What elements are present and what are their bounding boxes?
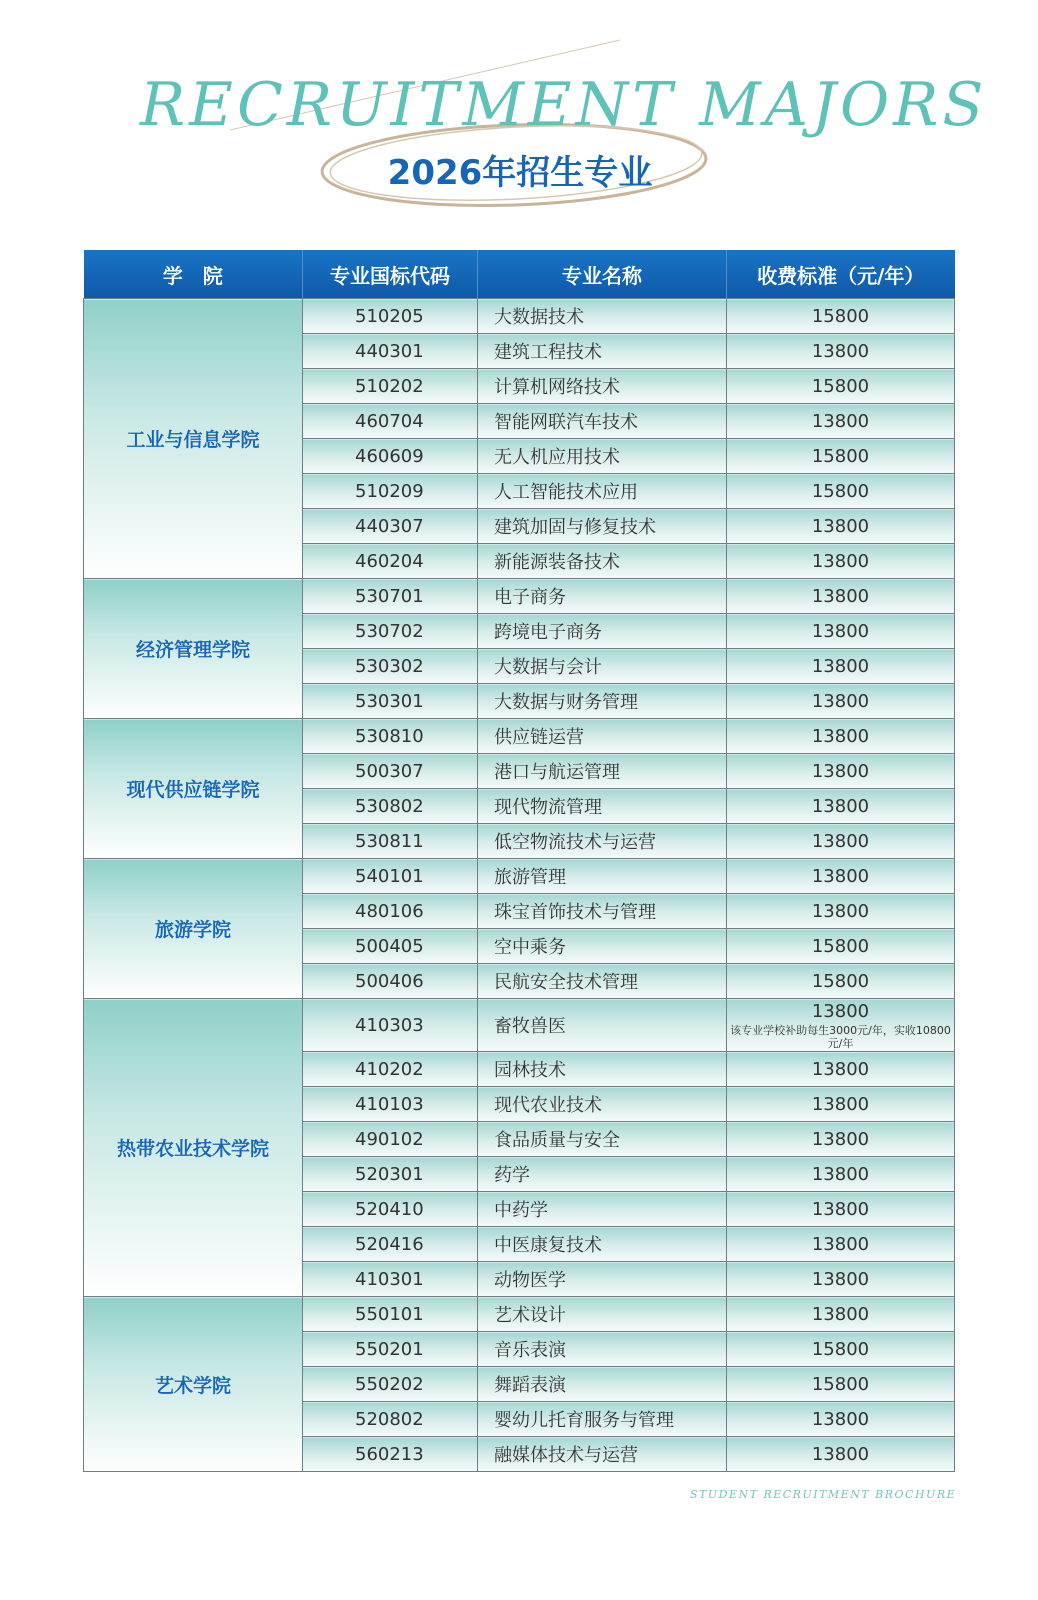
tuition-fee xyxy=(727,1157,955,1192)
table-row xyxy=(84,719,955,754)
major-code: 550101 xyxy=(303,1297,478,1332)
major-code: 410202 xyxy=(303,1052,478,1087)
major-name: 计算机网络技术 xyxy=(478,369,727,404)
tuition-fee-value: 13800 xyxy=(811,865,870,887)
tuition-fee-value: 13800 xyxy=(811,410,870,432)
tuition-fee-value: 13800 xyxy=(811,515,870,537)
tuition-fee xyxy=(727,929,955,964)
tuition-fee xyxy=(727,1367,955,1402)
tuition-fee xyxy=(727,719,955,754)
tuition-fee-value: 13800 xyxy=(811,655,870,677)
major-name: 婴幼儿托育服务与管理 xyxy=(478,1402,727,1437)
tuition-fee xyxy=(727,824,955,859)
major-name: 音乐表演 xyxy=(478,1332,727,1367)
major-name: 中医康复技术 xyxy=(478,1227,727,1262)
tuition-fee-value: 13800 xyxy=(811,1233,870,1255)
tuition-fee-value: 13800 xyxy=(811,550,870,572)
header-college: 学 院 xyxy=(84,250,303,299)
major-code: 500405 xyxy=(303,929,478,964)
tuition-fee-value: 13800 xyxy=(811,1093,870,1115)
tuition-fee-value: 15800 xyxy=(811,375,870,397)
major-code: 490102 xyxy=(303,1122,478,1157)
major-name: 药学 xyxy=(478,1157,727,1192)
tuition-fee-value: 13800 xyxy=(811,795,870,817)
tuition-fee-value: 13800 xyxy=(811,690,870,712)
header-fee: 收费标准（元/年） xyxy=(727,250,955,299)
college-name: 经济管理学院 xyxy=(84,579,303,719)
table-row xyxy=(84,859,955,894)
major-code: 520410 xyxy=(303,1192,478,1227)
tuition-fee-value: 13800 xyxy=(811,1303,870,1325)
tuition-fee xyxy=(727,1192,955,1227)
tuition-fee-value: 13800 xyxy=(811,1058,870,1080)
tuition-fee xyxy=(727,509,955,544)
major-code: 460704 xyxy=(303,404,478,439)
tuition-fee xyxy=(727,1227,955,1262)
tuition-fee-value: 13800 xyxy=(811,620,870,642)
tuition-fee xyxy=(727,1052,955,1087)
tuition-fee-value: 13800 xyxy=(811,1408,870,1430)
major-name: 供应链运营 xyxy=(478,719,727,754)
tuition-fee xyxy=(727,1437,955,1472)
table-header-row xyxy=(84,250,955,299)
tuition-fee xyxy=(727,999,955,1052)
tuition-fee xyxy=(727,1297,955,1332)
tuition-fee xyxy=(727,1402,955,1437)
majors-table xyxy=(83,250,955,1472)
college-name: 现代供应链学院 xyxy=(84,719,303,859)
major-name: 畜牧兽医 xyxy=(478,999,727,1052)
tuition-fee xyxy=(727,789,955,824)
college-name: 艺术学院 xyxy=(84,1297,303,1472)
major-name: 现代物流管理 xyxy=(478,789,727,824)
major-name: 艺术设计 xyxy=(478,1297,727,1332)
tuition-fee xyxy=(727,1262,955,1297)
major-code: 440301 xyxy=(303,334,478,369)
major-name: 人工智能技术应用 xyxy=(478,474,727,509)
major-code: 560213 xyxy=(303,1437,478,1472)
tuition-fee xyxy=(727,684,955,719)
tuition-fee-value: 13800 xyxy=(811,760,870,782)
major-name: 融媒体技术与运营 xyxy=(478,1437,727,1472)
major-name: 无人机应用技术 xyxy=(478,439,727,474)
major-code: 520416 xyxy=(303,1227,478,1262)
tuition-fee-value: 13800 xyxy=(811,1443,870,1465)
table-row xyxy=(84,1297,955,1332)
major-name: 动物医学 xyxy=(478,1262,727,1297)
tuition-fee xyxy=(727,754,955,789)
major-code: 530811 xyxy=(303,824,478,859)
table-row xyxy=(84,579,955,614)
major-code: 410103 xyxy=(303,1087,478,1122)
major-name: 跨境电子商务 xyxy=(478,614,727,649)
tuition-fee-value: 13800 xyxy=(811,900,870,922)
tuition-fee xyxy=(727,579,955,614)
tuition-fee-value: 13800 xyxy=(811,1000,870,1022)
tuition-fee xyxy=(727,1087,955,1122)
major-name: 舞蹈表演 xyxy=(478,1367,727,1402)
major-code: 460609 xyxy=(303,439,478,474)
major-code: 510205 xyxy=(303,299,478,334)
major-name: 建筑工程技术 xyxy=(478,334,727,369)
college-name: 工业与信息学院 xyxy=(84,299,303,579)
tuition-fee xyxy=(727,964,955,999)
college-name: 热带农业技术学院 xyxy=(84,999,303,1297)
major-code: 530810 xyxy=(303,719,478,754)
tuition-fee-value: 13800 xyxy=(811,1268,870,1290)
major-name: 园林技术 xyxy=(478,1052,727,1087)
major-code: 550202 xyxy=(303,1367,478,1402)
major-code: 500406 xyxy=(303,964,478,999)
tuition-fee xyxy=(727,334,955,369)
tuition-fee xyxy=(727,649,955,684)
major-code: 460204 xyxy=(303,544,478,579)
tuition-fee xyxy=(727,614,955,649)
major-name: 食品质量与安全 xyxy=(478,1122,727,1157)
script-title: RECRUITMENT MAJORS xyxy=(140,70,988,140)
major-name: 港口与航运管理 xyxy=(478,754,727,789)
majors-table-body xyxy=(84,299,955,1472)
tuition-fee-value: 15800 xyxy=(811,935,870,957)
major-name: 现代农业技术 xyxy=(478,1087,727,1122)
tuition-fee-value: 15800 xyxy=(811,1338,870,1360)
page-title: 2026年招生专业 xyxy=(387,153,653,193)
major-code: 520301 xyxy=(303,1157,478,1192)
tuition-fee-value: 13800 xyxy=(811,585,870,607)
tuition-fee-value: 13800 xyxy=(811,340,870,362)
tuition-fee-value: 15800 xyxy=(811,305,870,327)
table-row xyxy=(84,999,955,1052)
footer-brochure-label: STUDENT RECRUITMENT BROCHURE xyxy=(690,1488,957,1501)
tuition-fee xyxy=(727,1122,955,1157)
tuition-fee xyxy=(727,439,955,474)
major-name: 中药学 xyxy=(478,1192,727,1227)
tuition-fee-value: 13800 xyxy=(811,1163,870,1185)
major-name: 建筑加固与修复技术 xyxy=(478,509,727,544)
tuition-fee-value: 13800 xyxy=(811,1128,870,1150)
tuition-fee-value: 15800 xyxy=(811,480,870,502)
major-name: 民航安全技术管理 xyxy=(478,964,727,999)
major-name: 低空物流技术与运营 xyxy=(478,824,727,859)
major-code: 520802 xyxy=(303,1402,478,1437)
tuition-fee-note: 该专业学校补助每生3000元/年，实收10800元/年 xyxy=(730,1023,951,1050)
tuition-fee-value: 13800 xyxy=(811,830,870,852)
major-name: 电子商务 xyxy=(478,579,727,614)
tuition-fee-value: 13800 xyxy=(811,725,870,747)
major-code: 410303 xyxy=(303,999,478,1052)
tuition-fee-value: 15800 xyxy=(811,445,870,467)
major-code: 440307 xyxy=(303,509,478,544)
tuition-fee-value: 15800 xyxy=(811,1373,870,1395)
header-major-name: 专业名称 xyxy=(478,250,727,299)
major-code: 510209 xyxy=(303,474,478,509)
major-name: 旅游管理 xyxy=(478,859,727,894)
major-name: 大数据与财务管理 xyxy=(478,684,727,719)
college-name: 旅游学院 xyxy=(84,859,303,999)
tuition-fee xyxy=(727,404,955,439)
tuition-fee xyxy=(727,894,955,929)
major-code: 530701 xyxy=(303,579,478,614)
major-code: 540101 xyxy=(303,859,478,894)
header-code: 专业国标代码 xyxy=(303,250,478,299)
tuition-fee xyxy=(727,369,955,404)
tuition-fee xyxy=(727,544,955,579)
major-name: 大数据技术 xyxy=(478,299,727,334)
tuition-fee xyxy=(727,299,955,334)
major-code: 500307 xyxy=(303,754,478,789)
major-name: 大数据与会计 xyxy=(478,649,727,684)
table-row xyxy=(84,299,955,334)
major-name: 智能网联汽车技术 xyxy=(478,404,727,439)
major-name: 空中乘务 xyxy=(478,929,727,964)
major-code: 480106 xyxy=(303,894,478,929)
tuition-fee-value: 13800 xyxy=(811,1198,870,1220)
major-name: 新能源装备技术 xyxy=(478,544,727,579)
major-name: 珠宝首饰技术与管理 xyxy=(478,894,727,929)
tuition-fee-value: 15800 xyxy=(811,970,870,992)
major-code: 530302 xyxy=(303,649,478,684)
major-code: 530702 xyxy=(303,614,478,649)
tuition-fee xyxy=(727,859,955,894)
major-code: 510202 xyxy=(303,369,478,404)
major-code: 410301 xyxy=(303,1262,478,1297)
tuition-fee xyxy=(727,1332,955,1367)
major-code: 530802 xyxy=(303,789,478,824)
major-code: 550201 xyxy=(303,1332,478,1367)
tuition-fee xyxy=(727,474,955,509)
major-code: 530301 xyxy=(303,684,478,719)
